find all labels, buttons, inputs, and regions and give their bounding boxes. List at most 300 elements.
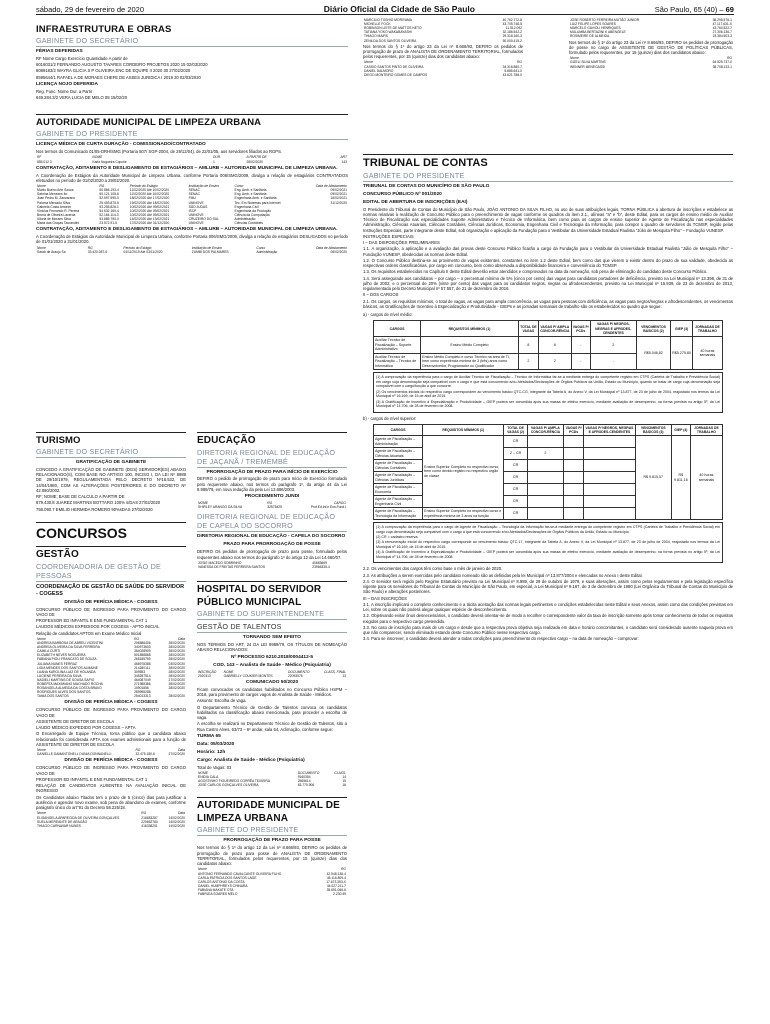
table-cell: 206586406: [134, 640, 151, 645]
table-cell: DANIEL DALMORO: [364, 68, 394, 73]
table-cell: [563, 460, 583, 472]
table-cell: 345287514: [134, 673, 151, 678]
heading-prazo-posse-2: PRORROGAÇÃO DE PRAZO PARA POSSE: [223, 838, 321, 844]
table-cell: Curso: [256, 245, 266, 250]
table-cell: Data de Afastamento: [316, 245, 347, 250]
table-cell: R$5.046,82: [636, 337, 671, 370]
table-cell: Sabrina Menezes Ito: [37, 192, 68, 197]
table-cell: 11.512.092: [505, 26, 522, 31]
table-cell: 855.012.3: [37, 159, 52, 164]
heading-comunicado: COMUNICADO 50/2020: [245, 679, 299, 685]
table-cell: 10/02/2020 Até 09/02/2021: [129, 208, 170, 213]
table-cell: ROBERTA MAXIMIANO MACHADO ROCHA: [37, 682, 103, 687]
table-row: [197, 674, 347, 678]
table-cell: Agente de Fiscalização – Engenharia Civil: [374, 496, 423, 508]
table-cell: 14/02/2020 Até 13/02/2021: [129, 217, 170, 222]
table-cell: 18/02/2020 Até 17/02/2020: [129, 196, 170, 201]
table-cell: Agente de Fiscalização – Administração: [374, 436, 423, 448]
paragraph: a) - cargos de nível médio:: [363, 312, 413, 318]
table-cell: Agente de Fiscalização – Ciências Contábeis: [374, 460, 423, 472]
table-cell: 216683287: [141, 815, 158, 820]
table-row: [569, 65, 733, 69]
table-cell: Data: [178, 811, 185, 816]
table-cell: DOCUMENTO: [287, 669, 310, 674]
section-title-turismo: TURISMO: [36, 432, 186, 447]
table-cell: Karla Nogueira Copche: [92, 159, 127, 164]
table-cell: Engenharia Civil: [234, 204, 259, 209]
table-cell: RG: [134, 636, 140, 641]
table-cell: LUCIENE PEREIRA DA SILVA: [37, 673, 82, 678]
paragraph: Nos termos do § 1º do artigo 23 da Lei nº 8.666/93, DEFIRO os pedidos de prorrogação de posse no cargo de ASSISTENTE DE GESTÃO DE POLÍTICAS PÚBLICAS, formulado pelos requerentes, por 15 (quinze) dias dos candidatos abaixo:: [569, 39, 733, 56]
table-cell: RG: [87, 245, 93, 250]
table-cell: Ensino Superior Completo no respectivo curso, bem como devido registro no respectivo órgão de classe: [423, 436, 504, 508]
paragraph: O Encarregado de Equipe Técnica, torna público que a candidata abaixo relacionada foi considerada APTA nos exames admissionais para a função de ASSISTENTE DE DIRETOR DE ESCOLA: [36, 731, 186, 747]
paragraph: 1.3. Os requisitos estabelecidos no Capítulo II deste Edital deverão estar atendidos e comprovados na data da nomeação, sob pena de eliminação do candidato deste Concurso Público.: [363, 269, 708, 275]
table-cell: 28/02/2020: [168, 657, 185, 662]
table-cell: 50.866.193-4: [99, 188, 119, 193]
paragraph: 879.430.8 JUAREZ MARTINS BOTTARO 100% s/DAS 27/02/2020: [36, 500, 161, 506]
table-cell: Ensino Médio Completo: [421, 337, 519, 353]
section-sub-infraestrutura: GABINETE DO SECRETÁRIO: [36, 36, 348, 47]
paragraph: DEFIRO o pedido de prorrogação de prazo para Início de Exercício formulado pelo requerente abaixo, nos termos do parágrafo 1º, do artigo 44 da Lei 8.989/79, em nova redação da pela Lei 13.686/2003.: [197, 476, 347, 492]
table-cell: ANDREIA OLIVEIRA DA SILVA FERREIRA: [37, 645, 100, 650]
header-title: Diário Oficial da Cidade de São Paulo: [323, 4, 475, 15]
table-cell: ROSIMEIRE DE ALMEIDA: [570, 34, 610, 39]
table-cell: RG: [135, 748, 141, 753]
table-cell: [584, 448, 635, 460]
header-page: [655, 5, 734, 14]
table-cell: 09/02/2021: [330, 192, 347, 197]
table-cell: 32575425: [267, 505, 282, 510]
table-cell: Nome: [570, 56, 579, 61]
heading-cogess: COORDENAÇÃO DE GESTÃO DE SAÚDE DO SERVIDOR - COGESS: [36, 583, 185, 597]
table-cell: 13: [342, 673, 346, 678]
table-cell: [527, 508, 563, 520]
paragraph: Reg. Func. Nome Dur. a Partir: [36, 88, 93, 94]
table-cell: Data de Afastamento: [316, 184, 347, 189]
paragraph: 3.1. A inscrição implicará o completo conhecimento e a tácita aceitação das normas legais pertinentes e condições estabelecidas neste Edital e seus Anexos, assim como das condições previstas em Lei, sobre os quais não poderá alegar qualquer espécie de desconhecimento.: [363, 601, 733, 613]
table-cell: Nome: [37, 245, 46, 250]
table-cell: Nome: [37, 748, 46, 753]
table-cell: A PARTIR DE: [246, 155, 267, 160]
table-cell: -: [590, 353, 636, 369]
heading-prorrogacao-exercicio: PRORROGAÇÃO DE PRAZO PARA INÍCIO DE EXERCÍCIO: [206, 469, 338, 475]
table-cell: Período do Estágio: [123, 245, 152, 250]
table-cell: [344, 565, 347, 569]
section-title-tribunal: TRIBUNAL DE CONTAS: [363, 154, 733, 171]
table-cell: Nome: [37, 636, 46, 641]
note: (2) CR = cadastro reserva.: [376, 535, 419, 539]
table-cell: 31/12/2020: [330, 200, 347, 205]
table-cell: -: [571, 353, 590, 369]
table-cell: TOTAL DE VAGAS: [518, 321, 538, 337]
heading-ferias: FÉRIAS DEFERIDAS: [36, 48, 83, 54]
paragraph: 756.090.7 EMILIO HERMIDA ROMERO 90%sDAS 27/02/2020: [36, 506, 153, 512]
table-row: [197, 783, 347, 787]
table-cell: [563, 436, 583, 448]
table-cell: Maria das Graças Taurandini: [37, 221, 80, 226]
table-cell: 289998288: [134, 690, 151, 695]
note: (1) A comprovação da experiência para o cargo de Agente de Fiscalização – Tecnologia da Informação far-se-á mediante entrega do competente registro em CTPS (Carteira de Trabalho e Previdência Social) em cargo cuja denominação seja compatível com o cargo a que está concorrendo e/ou Atestados/Declarações de Órgãos Públicos da União, Estado ou Município.: [376, 525, 720, 534]
heading-data: Data: 05/03/2020: [197, 741, 235, 747]
table-row: [36, 250, 348, 254]
paragraph: INSTRUÇÕES ESPECIAIS: [363, 233, 414, 239]
paragraph: A Coordenação de Estágios da Autoridade Municipal de Limpeza Urbana, conforme Portaria 006/SMG/2009, divulga a relação de estagiários CONTRATADOS efetuados no período de 01/02/2020 a 29/02/2020.: [36, 172, 348, 183]
table-cell: 09/02/2021: [330, 188, 347, 193]
table-cell: 501858868: [134, 653, 151, 658]
table-cell: Nome: [364, 60, 373, 65]
table-cell: 40683669: [312, 560, 327, 565]
table-cell: MULUMBA BERTAZINI K ABENGELE: [570, 30, 626, 35]
table-cell: [584, 496, 635, 508]
table-cell: Data: [178, 636, 185, 641]
table-cell: [563, 472, 583, 484]
table-cell: MICHELLE FOCK: [364, 22, 391, 27]
column-2-lower: [197, 428, 347, 1020]
table-cell: CARLOS ANTONIO DA COSTA: [198, 879, 245, 884]
table-cell: Agente de Fiscalização – Ciências Jurídicas: [374, 472, 423, 484]
table-cell: FMU: [188, 196, 196, 201]
table-cell: 14/02/2020: [168, 819, 185, 824]
table-cell: 50.121.105-6: [99, 192, 119, 197]
licenca-table: [36, 155, 348, 163]
paragraph: NOS TERMOS DO ART. 24 DA LEI 8989/79, OS TÍTULOS DE NOMEAÇÃO ABAIXO RELACIONADOS:: [197, 642, 347, 653]
table-cell: FABIANA MAKATE OTA: [198, 887, 234, 892]
ausentes-table: [36, 811, 186, 827]
table-cell: CARGOS: [374, 424, 423, 436]
paragraph: 1.1. A organização, a aplicação e a avaliação das provas deste Concurso Público ficarão a cargo da Fundação para o Vestibular da Universidade Estadual Paulista "Júlio de Mesquita Filho" – Fundação VUNESP, obedecidas as normas deste Edital.: [363, 246, 733, 257]
section-title-amlurb: AUTORIDADE MUNICIPAL DE LIMPEZA URBANA: [36, 114, 348, 129]
table-cell: Agente de Fiscalização – Economia: [374, 484, 423, 496]
table-cell: Engenharia Amb. e Sanitária: [234, 196, 277, 201]
table-cell: GABRIELLY COUKIER MONTES: [223, 673, 273, 678]
table-cell: INSCRIÇÃO: [198, 669, 217, 674]
table-cell: 309553: [134, 669, 146, 674]
table-cell: Ensino Médio Completo e curso Técnico na área de TI, bem como experiência mínima de 3 (três) anos como Desenvolvedor, Programador ou Qualificador: [421, 353, 519, 369]
table-cell: 464087049: [134, 677, 151, 682]
table-cell: VAGAS P/ PCDs: [571, 321, 590, 337]
paragraph: 1.2. O Concurso Público destina-se ao provimento de vagas existentes, constantes no item 1.2 deste Edital, bem como das que vierem a existir dentro do prazo de sua validade, obedecida as respectivas ordens classificatórias, por cargo em concurso, bem como observada a disponibilidade financeira e conveniência do TCMSP.: [363, 257, 733, 269]
table-cell: 42.548.138-4: [326, 871, 346, 876]
heading-contratacao-2: CONTRATAÇÃO, ADITAMENTO E DESLIGAMENTO DE ESTAGIÁRIOS – AMLURB – AUTORIDADE MUNICIPAL DE LIMPEZA URBANA.: [36, 227, 338, 233]
tribunal-section: [363, 150, 733, 1020]
header-page-number: 69: [725, 4, 734, 14]
table-row: [36, 221, 348, 225]
table-cell: 44.027.211-7: [326, 883, 346, 888]
paragraph: 2.4. O servidor será regido pelo Regime Estatutário previsto na Lei Municipal nº 8.989, de 29 de outubro de 1979, e suas alterações, assim como pelos regulamentos e pela legislação específica vigente para os servidores do Tribunal de Contas do Município de São Paulo, em especial, a Lei Municipal nº 9.167, de 3 de dezembro de 1980 (Lei Orgânica do Tribunal de Contas do Município de São Paulo) e alterações posteriores.: [363, 578, 733, 595]
table-header-row: [374, 321, 723, 337]
table-cell: UNINOVE: [188, 200, 204, 205]
paragraph: O Presidente do Tribunal de Contas do Município de São Paulo, JOÃO ANTONIO DA SILVA FILHO, no uso de suas atribuições legais, TORNA PÚBLICA a abertura de inscrições e estabelece as normas relativas à realização de Concurso Público para o preenchimento de vagas conforme os quadros do item 2.1., alíneas "a" e "b", deste Edital, para os cargos de ensino médio de Auxiliar Técnico de Fiscalização nas especialidades Suporte Administrativo e Técnico de Informática, bem como para os cargos de ensino superior de Agente de Fiscalização nas especialidades Administração, Ciências Atuariais, Ciências Contábeis, Ciências Jurídicas, Economia, Engenharia Civil e Tecnologia da Informação, para compor o quadro de servidores do TCMSP, regido pelas Instruções Especiais, parte integrante deste Edital, sob organização e aplicação da Fundação para o Vestibular da Universidade Estadual Paulista "Júlio de Mesquita Filho" – Fundação VUNESP.: [363, 206, 733, 233]
table-cell: Nome: [37, 811, 46, 816]
table-cell: NOME: [198, 770, 208, 775]
table-cell: Período do Estágio: [129, 184, 158, 189]
table-cell: CR: [504, 508, 528, 520]
table-cell: CR: [504, 436, 528, 448]
paragraph: RELAÇÃO DE CANDIDATOS AUSENTES NA AVALIAÇÃO INICIAL DE INGRESSO: [36, 783, 186, 794]
educacao-table-1: [197, 501, 347, 509]
table-cell: CR: [504, 472, 528, 484]
table-cell: RG: [99, 184, 105, 189]
table-cell: 5.885.641-0: [504, 68, 522, 73]
table-cell: 416338201: [141, 823, 158, 828]
paragraph: 8595644/1 RAFAEL A DE MORAES CHEFE DE ASSES JURIDICA I 2019 20 02/03/2020: [36, 74, 201, 80]
table-cell: Administração: [234, 217, 256, 222]
paragraph: 3.3. No caso de inscrição para mais de um cargo e desde que a respectiva prova objetiva seja realizada em data e horário concomitantes, o candidato será considerado ausente naquela prova em que não comparecer, sendo eliminado estando deste Concurso Público nesse respectivo cargo.: [363, 624, 733, 636]
table-cell: 64.525.737-0: [712, 60, 732, 65]
table-cell: Ciências Contábeis: [234, 221, 263, 226]
table-cell: 214280111: [134, 665, 151, 670]
table-cell: SENAC: [188, 188, 200, 193]
table-cell: LIGIA MENDES DOS SANTOS ALMAINE: [37, 665, 98, 670]
table-cell: CLASS.: [334, 770, 346, 775]
section-title-gestao: GESTÃO: [36, 546, 186, 562]
table-cell: Paloma Mercado Silva: [37, 200, 70, 205]
heading-procedimento: PROCEDIMENTO JUNDI: [244, 494, 300, 500]
table-cell: 28/02/2020: [168, 649, 185, 654]
table-cell: 32.475.180-6: [135, 752, 155, 757]
note: (3) A Gratificação de Incentivo à Especialização e Produtividade – GIEP poderá ser concedida após sua massa de efetivo exercício, mediante avaliação de desempenho, na forma prevista no artigo 5º, da Lei Municipal nº 14.706, de 28 de fevereiro de 2008.: [376, 399, 720, 409]
table-cell: Gabriela Costa Amorim: [37, 204, 72, 209]
table-cell: 16/02/2021: [330, 196, 347, 201]
table-cell: 03/02/2020: [168, 661, 185, 666]
table-cell: ELISANGELA APARECIDA DE OLIVEIRA GONÇALVES: [37, 815, 120, 820]
cargos-medio-table: [373, 320, 723, 370]
table-cell: 11/02/2020 Até 10/02/2020: [129, 192, 170, 197]
table-cell: 35.691.066-6: [326, 887, 346, 892]
table-cell: 45.116.809-4: [326, 875, 346, 880]
paragraph: CONCEDO A GRATIFICAÇÃO DE GABINETE (DGS) SERVIDOR(ES) ABAIXO RELACIONADO(S), COM BASE NO ARTIGO 100, INCISO I, DA LEI Nº 8989 DE 29/10/1979, REGULAMENTADA PELO DECRETO Nº16.532, DE 14/04/1980, COM AS ALTERAÇÕES POSTERIORES E DO DECRETO Nº 42.060/2002.: [36, 466, 186, 493]
paragraph: Ficam convocados os candidatos habilitados no Concurso Público HSPM – 2018, para provimento de cargos vagos de Analista de Saúde - Médicos.: [197, 686, 347, 698]
table-cell: 23.384.503-3: [712, 34, 732, 39]
table-cell: REQUISITOS MÍNIMOS (1): [421, 321, 519, 337]
table-cell: CARGO: [333, 501, 346, 506]
heading-sem-efeito: TORNANDO SEM EFEITO: [243, 635, 301, 641]
note: (1) A comprovação da experiência para o cargo de Auxiliar Técnico de Fiscalização – Técnico de Informática far-se-á mediante entrega do competente registro em CTPS (Carteira de Trabalho e Previdência Social) em cargo cuja denominação seja compatível com o cargo e que está concorrendo a/ou Atestados/Declarações de Órgãos Públicos da União, Estado ou Município, quando se tratar de cargo cuja denominação seja compatível com o cargo/função a que concorre.: [376, 375, 720, 389]
table-cell: [527, 460, 563, 472]
table-cell: DIEGO MONTEIRO GOMES DE CAMPOS: [364, 72, 428, 77]
heading-turma: TURMA 65: [197, 733, 221, 739]
table-cell: 25.453.875-5: [99, 200, 119, 205]
table-cell: Agente de Fiscalização – Ciências Atuariais: [374, 448, 423, 460]
table-cell: 28/02/2020: [168, 694, 185, 699]
table-cell: Agente de Fiscalização – Tecnologia da Informação: [374, 508, 423, 520]
paragraph: LAUDO MÉDICO EXPEDIDO POR COGESS – APTA: [36, 725, 136, 731]
table-cell: JOSE ROBERTO FERREIRA MUTÃO JUNIOR: [570, 18, 640, 22]
heading-horario: Horário: 12h: [197, 749, 226, 755]
heading-dre-capela: DIRETORIA REGIONAL DE EDUCAÇÃO - CAPELA DO SOCORRO: [197, 534, 346, 540]
table-cell: VENCIMENTOS BÁSICOS (2): [636, 321, 671, 337]
table-cell: CR: [504, 460, 528, 472]
aptos-table: [36, 637, 186, 699]
table-cell: CAMILA CURTI: [37, 649, 61, 654]
table-cell: FABIANA PIOLI FRANCATO DE SOUZA: [37, 657, 97, 662]
table-cell: NADIELI MARTINS DE SOUSA SAPIO: [37, 677, 95, 682]
table-cell: THIAGO CARNAVAR NUNES: [37, 823, 81, 828]
table-row: [569, 34, 733, 38]
table-cell: TATIANA YOKO WAKABAYASHI: [364, 30, 412, 35]
table-cell: 40 horas semanais: [692, 337, 722, 370]
table-cell: Auxiliar Técnico de Fiscalização – Suporte Administrativo: [374, 337, 421, 353]
table-cell: 14/02/2020: [168, 815, 185, 820]
table-cell: 14: [342, 775, 346, 780]
table-cell: 14/02/2020: [168, 823, 185, 828]
paragraph: 1.4. Será assegurado aos candidatos – por cargo – o percentual mínimo de 5% (cinco por cento) das vagas para candidatos portadores de deficiência, previsto na Lei Municipal nº 13.398, de 31 de julho de 2002, e o percentual de 20% (vinte por cento) das vagas para os candidatos negros, negras ou afrodescendentes, previsto na Lei Municipal nº 15.939, de 23 de dezembro de 2013, regulamentada pelo Decreto Municipal nº 57.557, de 21 de dezembro de 2016.: [363, 275, 733, 292]
heading-licenca-medica: LICENÇA MÉDICA DE CURTA DURAÇÃO - COMISSIONADO/CONTRATADO: [36, 142, 206, 148]
table-cell: RODRIGUES ALVES DOS SANTOS: [37, 690, 91, 695]
table-cell: [563, 448, 583, 460]
table-cell: SÃO JUDAS: [188, 204, 208, 209]
table-cell: VANESSA DE FREITAS FERREIRA SANTOS: [198, 565, 266, 570]
table-cell: 28/02/2020: [168, 645, 185, 650]
table-cell: REQUISITOS MÍNIMOS (1): [423, 424, 504, 436]
table-cell: 2 – CR: [504, 448, 528, 460]
table-row: [197, 892, 347, 896]
paragraph: Assunto: Escolha de vaga.: [197, 698, 247, 704]
table-cell: 2: [539, 353, 572, 369]
table-cell: RG: [727, 56, 732, 61]
hospital-table-1: [197, 670, 347, 678]
table-row: [36, 824, 186, 828]
table-cell: 28/02/2020: [168, 665, 185, 670]
table-cell: 22093575: [287, 673, 303, 678]
table-cell: 36.295.576-1: [712, 18, 732, 22]
table-cell: 9160354: [297, 775, 311, 780]
column-1: [36, 18, 348, 408]
table-cell: JOSIE MACEDO SOBRINHO: [198, 560, 242, 565]
table-cell: ANTONIO FERNANDO CAVALCANTE OLIVEIRA FILHO: [198, 871, 282, 876]
table-cell: 15: [342, 779, 346, 784]
table-cell: AGOSTINHO FIGUEIREDO CORRÊA TEIXEIRA: [198, 779, 270, 784]
paragraph: Relação de candidatos APTOS em Exame Médico Inicial: [36, 630, 142, 636]
table-cell: 52.164.114-3: [99, 212, 119, 217]
section-title-amlurb-2: AUTORIDADE MUNICIPAL DE LIMPEZA URBANA: [197, 797, 347, 825]
top-table-2: [363, 60, 523, 76]
table-cell: 10/02/2020 Até 09/02/2021: [129, 204, 170, 209]
table-cell: 27/02/2020: [168, 677, 185, 682]
table-cell: Bruna de Oliveira Lacerda: [37, 212, 76, 217]
table-cell: 2: [518, 353, 538, 369]
heading-processo: Nº PROCESSO 6210.2018/0004412-5: [230, 654, 314, 660]
table-cell: 47.117.631-X: [712, 22, 732, 27]
table-cell: 28/02/2020: [168, 653, 185, 658]
table-cell: 52.597.595-0: [99, 196, 119, 201]
paragraph: 649.284.3/2 VERA LUCIA DE MELO 08 15/02/20: [36, 95, 128, 101]
table-cell: ENIDIA CALA: [198, 775, 219, 780]
section-sub-amlurb: GABINETE DO PRESIDENTE: [36, 129, 348, 140]
table-cell: [527, 436, 563, 448]
table-cell: Tec. Em Sistemas para Internet: [234, 200, 281, 205]
note: (2) Os vencimentos iniciais do respectivo cargo correspondem ao vencimento básico QTC-CG, integrante da Tabela A, do Anexo V, da Lei Municipal nº 13.877, de 23 de julho de 2004, reajustado nos termos da Lei Municipal nº 16.169, de 15 de abril de 2015.: [376, 389, 720, 399]
table-cell: 10901856: [134, 686, 149, 691]
paragraph: Os Candidatos abaixo Titados tem o prazo de 5 (cinco) dias para justificar a ausência e agendar novo exame, sob pena de abandono de exames, conforme parágrafo único do art°91 do Decreto 58.225/18.: [36, 794, 186, 811]
paragraph: 3.4. Para se inscrever, o candidato deverá atender a todas condições para preenchimento do respectivo cargo – na data de nomeação – comprovar:: [363, 636, 639, 642]
amlurb-posse-table: [197, 867, 347, 896]
table-row: [36, 694, 186, 698]
table-cell: Instituição de Ensino: [188, 184, 220, 189]
table-cell: [527, 484, 563, 496]
table-cell: 32.186.542-2: [502, 30, 522, 35]
table-cell: JORNADAS DE TRABALHO: [692, 321, 722, 337]
table-cell: JORNADAS DE TRABALHO: [690, 424, 722, 436]
table-cell: 17/02/2020 Até 31/12/2020: [129, 221, 170, 226]
paragraph: Nos termos do § 1º do artigo 12 da Lei nº 8.666/93, DEFIRO os pedidos de prorrogação de prazo para posse de ANALISTA DE ORDENAMENTO TERRITORIAL, formulados pelos requerentes, por 15 (quinze) dias dos candidatos abaixo:: [197, 845, 347, 867]
paragraph: RF; NOME; BASE DE CALCULO A PARTIR DE: [36, 494, 125, 500]
table-cell: Auxiliar Técnico de Fiscalização – Técnico de Informática: [374, 353, 421, 369]
paragraph: I – DAS DISPOSIÇÕES PRELIMINARES: [363, 240, 440, 246]
notes-box-medio: [373, 372, 723, 412]
heading-contratacao: CONTRATAÇÃO, ADITAMENTO E DESLIGAMENTO DE ESTAGIÁRIOS – AMLURB – AUTORIDADE MUNICIPAL DE LIMPEZA URBANA.: [36, 165, 338, 171]
table-cell: 50.000.415-2: [502, 38, 522, 43]
table-cell: CARGOS: [374, 321, 421, 337]
table-cell: 53.255.826-1: [99, 204, 119, 209]
table-cell: 2020313: [198, 673, 211, 678]
table-cell: Nome: [37, 184, 46, 189]
table-cell: NOME: [198, 501, 208, 506]
table-cell: ELIZABETH NEVES NOGUEIRA: [37, 653, 86, 658]
paragraph: A escolha se realizará no Departamento Técnico de Gestão de Talentos, sito a Rua Castro Alves, 63/73 – 6º andar, sala 64, Aclimação, conforme segue:: [197, 721, 347, 732]
table-cell: 28/02/2020: [168, 640, 185, 645]
table-cell: 43.760.522-7: [712, 26, 732, 31]
heading-licenca-nojo: LICENÇA NOJO DEFERIDA: [36, 81, 98, 87]
estagiarios-contratados-table: [36, 184, 348, 225]
apta-table: [36, 748, 186, 756]
table-cell: CASSIO SANTOS PINTO DE OLIVEIRA: [364, 64, 424, 69]
heading-pericia-2: DIVISÃO DE PERÍCIA MÉDICA - COGESS: [64, 700, 158, 706]
table-cell: 29.318.160-3: [502, 34, 522, 39]
table-cell: [584, 460, 635, 472]
section-sub-capela: DIRETORIA REGIONAL DE EDUCAÇÃO DE CAPELA DO SOCORRO: [197, 512, 347, 532]
table-cell: TOTAL DE VAGAS (2): [504, 424, 528, 436]
section-sub-turismo: GABINETE DO SECRETÁRIO: [36, 447, 186, 458]
table-cell: VAGAS P/ NEGROS, NEGRAS E AFRODES-CENDENTES: [585, 425, 634, 434]
section-title-concursos: CONCURSOS: [36, 522, 186, 543]
table-cell: 34.316.880-7: [502, 64, 522, 69]
table-cell: RG: [267, 501, 273, 506]
table-cell: Murilo Bueno Arte Souza: [37, 188, 74, 193]
table-cell: GIEP (3): [671, 321, 693, 337]
table-cell: DANIELLE DAMANTONELL DUNIA DONNANELLI: [37, 752, 112, 757]
section-sub-jacana: DIRETORIA REGIONAL DE EDUCAÇÃO DE JAÇANÃ / TREMEMBÉ: [197, 448, 347, 468]
heading-tcm: TRIBUNAL DE CONTAS DO MUNICÍPIO DE SÃO PAULO: [363, 183, 490, 189]
table-cell: RF: [37, 155, 42, 160]
paragraph: II – DOS CARGOS: [363, 292, 399, 298]
table-cell: 265185759: [134, 657, 151, 662]
table-cell: 53.885.790-0: [99, 217, 119, 222]
table-cell: 28/02/2020: [168, 686, 185, 691]
table-cell: 63.775.906: [297, 783, 315, 788]
table-cell: 04/11/2019 Até 03/11/2020: [123, 249, 163, 254]
table-cell: TANIA DOS SANTOS: [37, 694, 69, 699]
page-header: [36, 5, 734, 15]
paragraph: RF Nome Cargo Exercício Quantidade A partir de: [36, 55, 128, 61]
table-cell: [584, 508, 635, 520]
section-sub-amlurb-2: GABINETE DO PRESIDENTE: [197, 825, 347, 836]
top-table-3: [569, 18, 733, 39]
table-cell: WENNER MENEGASSI: [570, 64, 606, 69]
table-cell: Curso: [234, 184, 244, 189]
heading-pericia-1: DIVISÃO DE PERÍCIA MÉDICA - COGESS: [64, 599, 158, 605]
table-cell: CLASS. FINAL: [324, 669, 346, 674]
table-cell: [584, 484, 635, 496]
table-cell: [301, 221, 348, 225]
table-cell: [563, 496, 583, 508]
table-cell: 28/02/2020: [168, 669, 185, 674]
estagiarios-desligados-table: [36, 246, 348, 254]
header-date: sábado, 29 de fevereiro de 2020: [36, 4, 144, 14]
table-cell: RG: [341, 867, 346, 872]
table-cell: JOSÉ CARLOS GONÇALVES OLIVEIRA: [198, 783, 259, 788]
